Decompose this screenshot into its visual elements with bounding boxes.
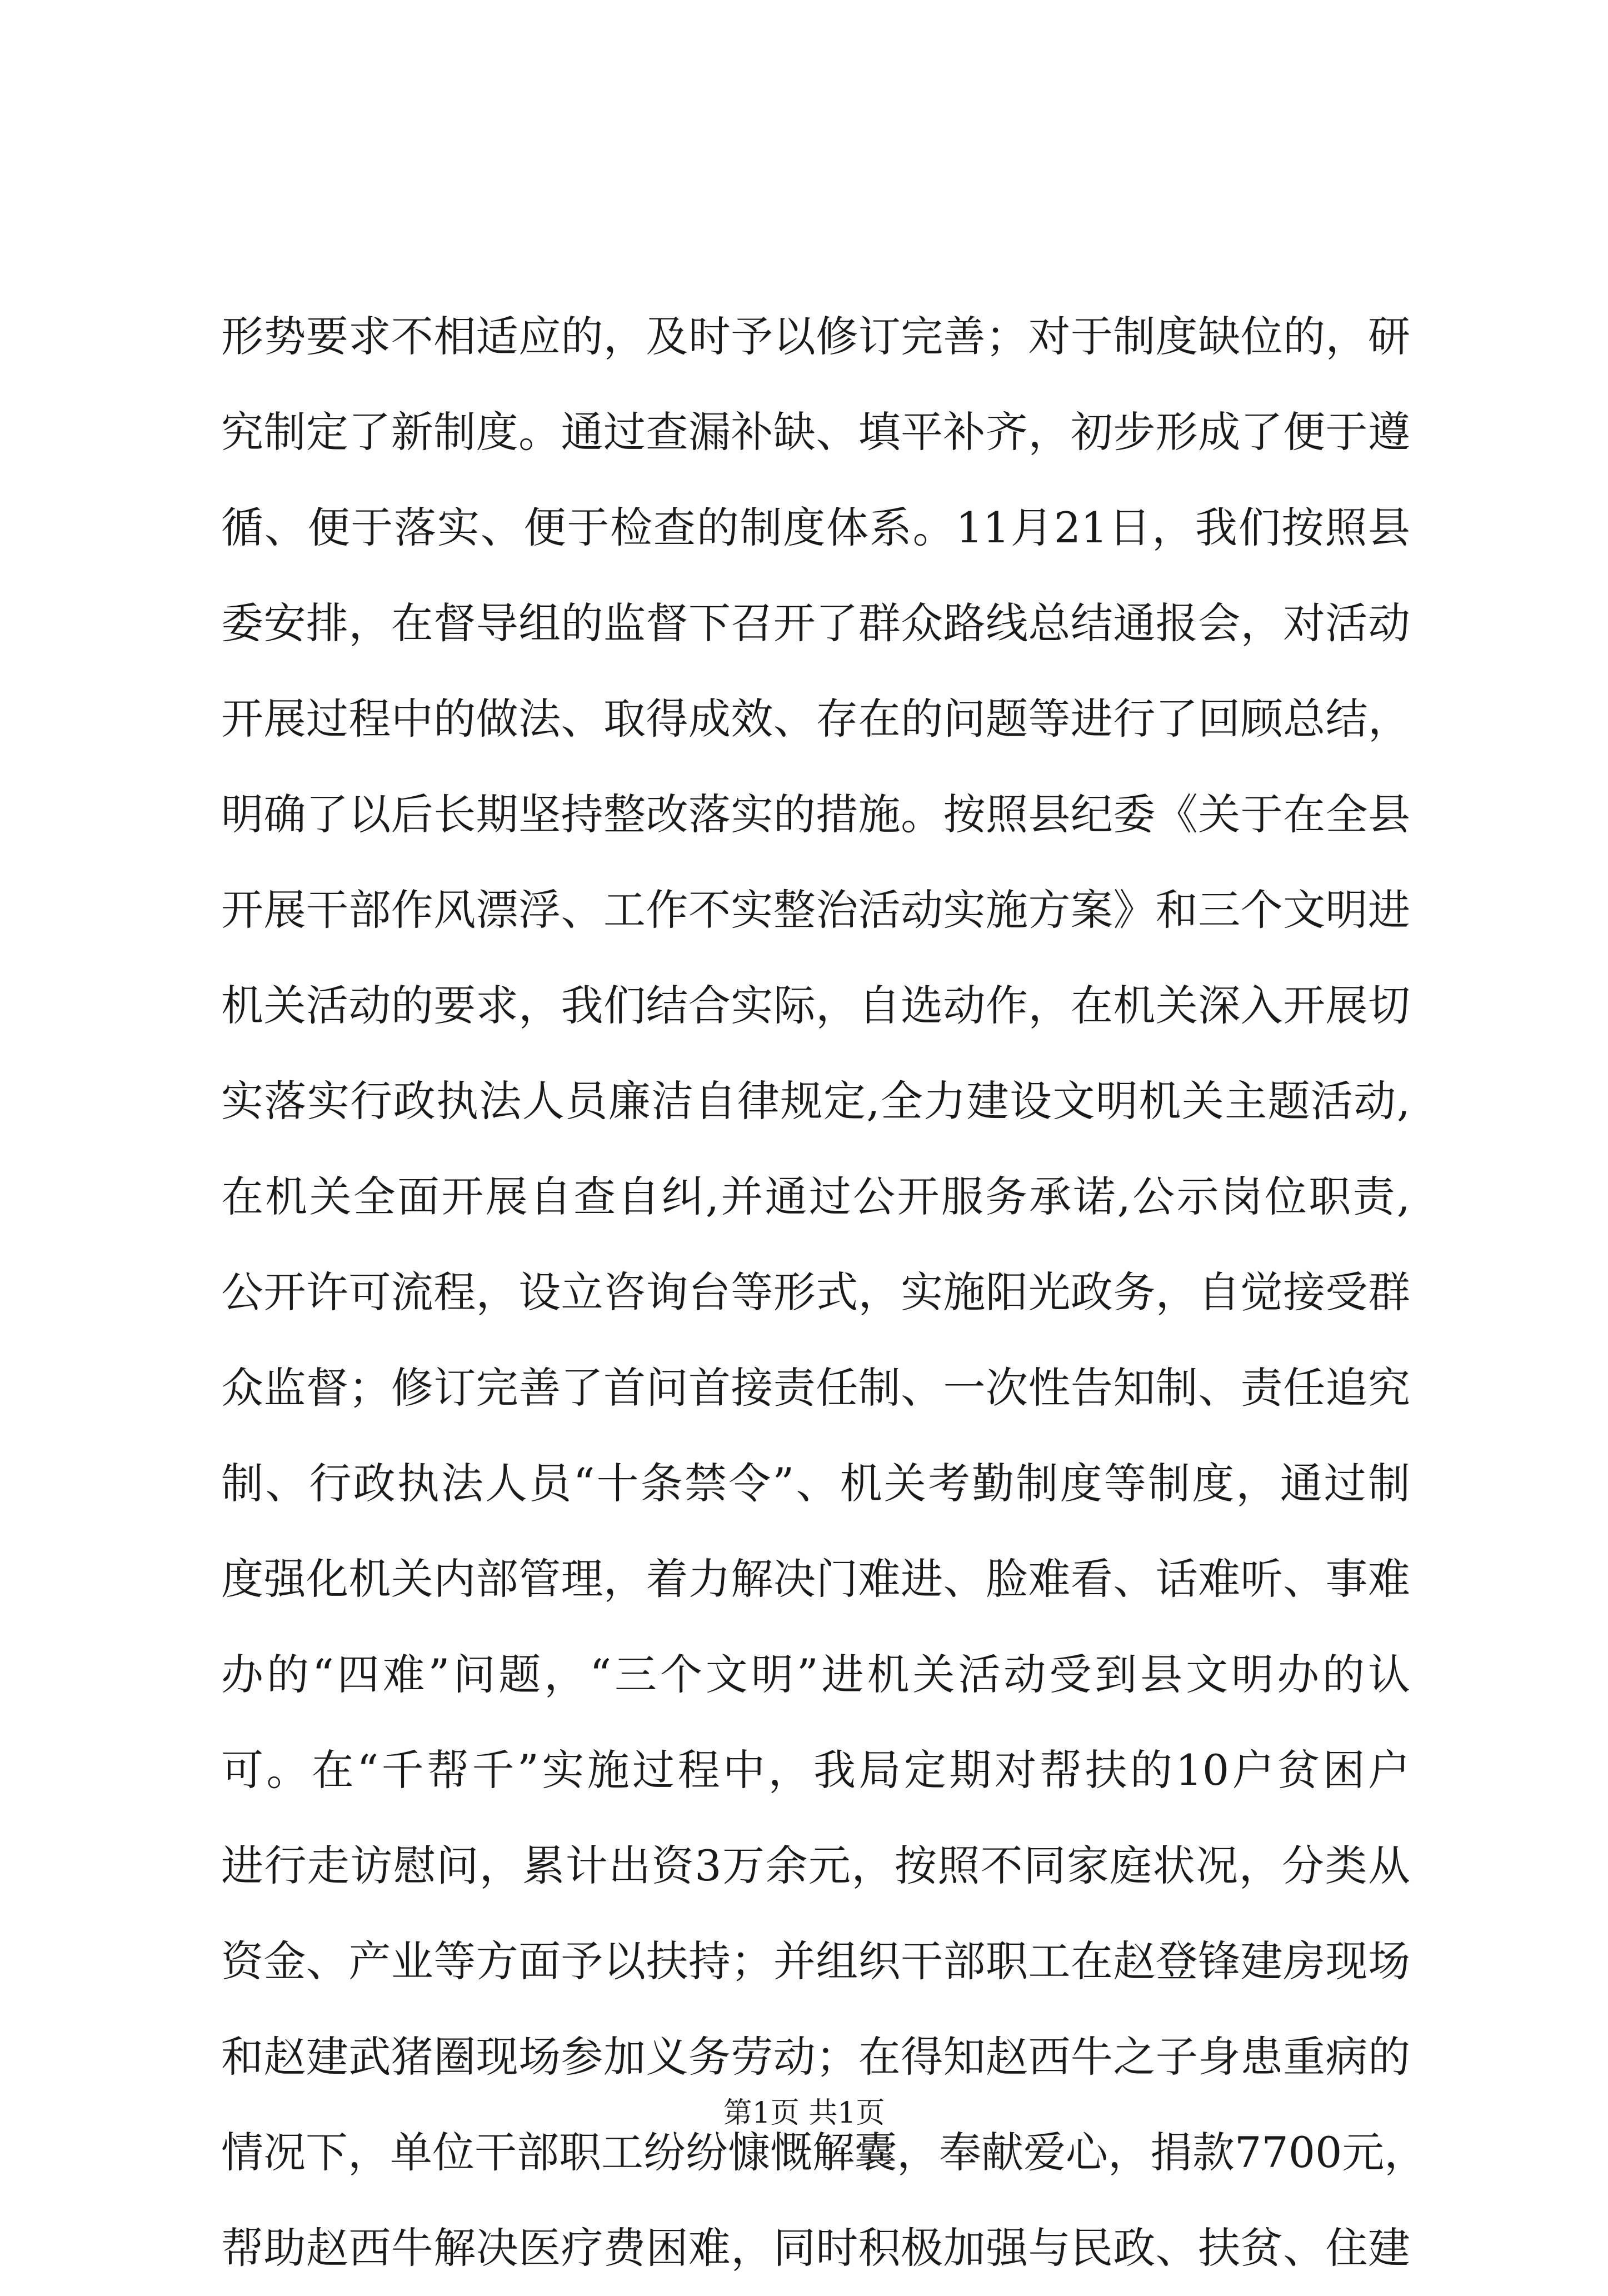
text-line: 明确了以后长期坚持整改落实的措施。按照县纪委《关于在全县 xyxy=(221,790,1410,839)
text-line: 公开许可流程，设立咨询台等形式，实施阳光政务，自觉接受群 xyxy=(221,1267,1410,1317)
text-line: 进行走访慰问，累计出资3万余元，按照不同家庭状况，分类从 xyxy=(221,1841,1410,1890)
text-line: 实落实行政执法人员廉洁自律规定,全力建设文明机关主题活动, xyxy=(221,1076,1410,1126)
text-line: 情况下，单位干部职工纷纷慷慨解囊，奉献爱心，捐款7700元， xyxy=(221,2128,1427,2177)
text-line: 度强化机关内部管理，着力解决门难进、脸难看、话难听、事难 xyxy=(221,1554,1410,1604)
text-line: 委安排，在督导组的监督下召开了群众路线总结通报会，对活动 xyxy=(221,598,1410,648)
text-line: 和赵建武猪圈现场参加义务劳动；在得知赵西牛之子身患重病的 xyxy=(221,2032,1410,2082)
text-line: 可。在“千帮千”实施过程中，我局定期对帮扶的10户贫困户 xyxy=(221,1745,1410,1795)
text-line: 究制定了新制度。通过查漏补缺、填平补齐，初步形成了便于遵 xyxy=(221,407,1410,457)
text-line: 形势要求不相适应的，及时予以修订完善；对于制度缺位的，研 xyxy=(221,312,1410,361)
text-line: 开展过程中的做法、取得成效、存在的问题等进行了回顾总结， xyxy=(221,694,1410,743)
text-line: 制、行政执法人员“十条禁令”、机关考勤制度等制度，通过制 xyxy=(221,1459,1410,1508)
text-line: 资金、产业等方面予以扶持；并组织干部职工在赵登锋建房现场 xyxy=(221,1936,1410,1986)
text-line: 办的“四难”问题，“三个文明”进机关活动受到县文明办的认 xyxy=(221,1650,1410,1699)
page-number: 第1页 共1页 xyxy=(723,2097,885,2130)
page-footer xyxy=(0,2089,1608,2131)
text-line: 开展干部作风漂浮、工作不实整治活动实施方案》和三个文明进 xyxy=(221,885,1410,935)
text-line: 循、便于落实、便于检查的制度体系。11月21日，我们按照县 xyxy=(221,503,1410,552)
body-text xyxy=(221,289,1427,2296)
text-line: 机关活动的要求，我们结合实际，自选动作，在机关深入开展切 xyxy=(221,981,1410,1030)
text-line: 帮助赵西牛解决医疗费困难，同时积极加强与民政、扶贫、住建 xyxy=(221,2223,1410,2273)
text-line: 众监督；修订完善了首问首接责任制、一次性告知制、责任追究 xyxy=(221,1363,1410,1412)
text-line: 在机关全面开展自查自纠,并通过公开服务承诺,公示岗位职责, xyxy=(221,1172,1410,1221)
